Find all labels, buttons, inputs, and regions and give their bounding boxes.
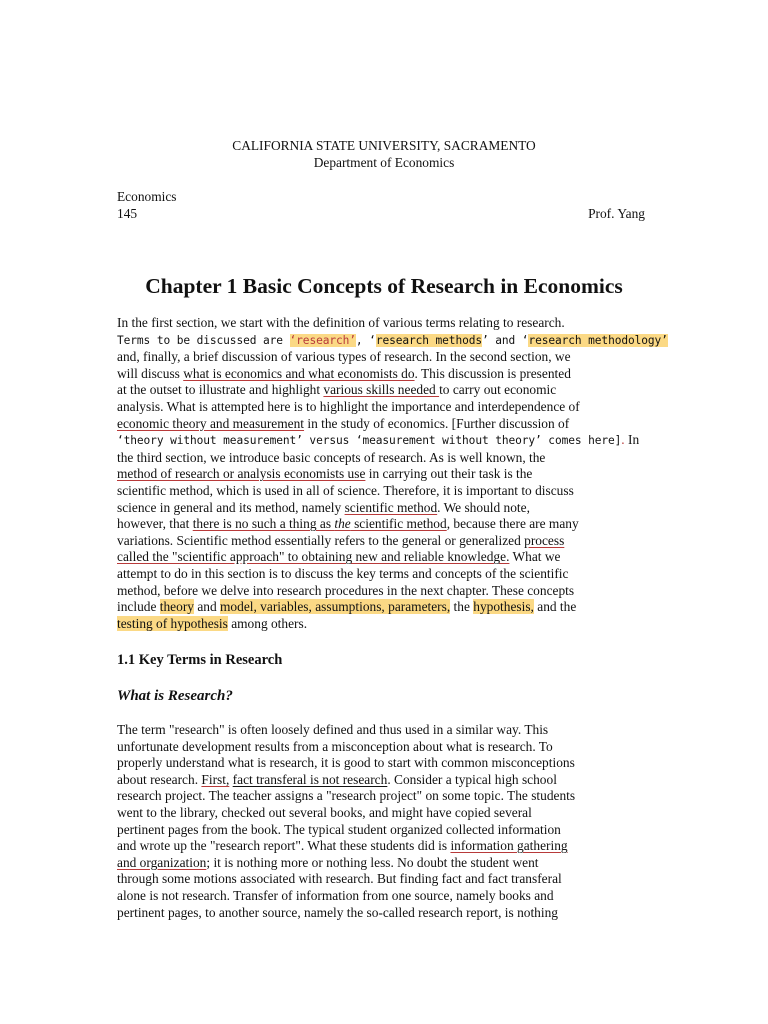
text-run: In the first section, we start with the definition of various terms relating to research. <box>117 315 565 330</box>
text-run: The term "research" is often loosely defined and thus used in a similar way. This <box>117 722 549 737</box>
text-line <box>117 772 662 789</box>
text-run: unfortunate development results from a misconception about what is research. To <box>117 738 553 754</box>
course-name: Economics <box>117 189 177 204</box>
text-line <box>117 450 662 467</box>
text-line <box>117 722 662 739</box>
text-line <box>117 483 662 500</box>
course-row <box>117 205 645 222</box>
text-run: pertinent pages, to another source, namely the so-called research report, is nothing <box>117 904 558 920</box>
text-line <box>117 516 662 533</box>
course-number: 145 <box>117 206 138 221</box>
university-name: CALIFORNIA STATE UNIVERSITY, SACRAMENTO <box>232 138 536 153</box>
underlined-phrase: economic theory and measurement <box>117 415 305 431</box>
text-run: in carrying out their task is the <box>365 466 533 482</box>
text-line <box>117 871 662 888</box>
text-run: and wrote up the "research report". What these students did is <box>117 838 451 854</box>
text-line <box>117 566 662 583</box>
text-run: went to the library, checked out several books, and might have copied several <box>117 804 532 820</box>
text-run: attempt to do in this section is to discuss the key terms and concepts of the scientific <box>117 565 569 581</box>
department-name: Department of Economics <box>313 155 455 170</box>
text-run: will discuss <box>117 365 184 381</box>
text-run: the <box>450 599 474 615</box>
text-run: research project. The teacher assigns a "research project" on some topic. The students <box>117 788 576 804</box>
text-line <box>117 366 662 383</box>
text-run: ’ and ‘ <box>481 333 529 347</box>
text-line <box>117 315 662 332</box>
text-run: ; it is nothing more or nothing less. No doubt the student went <box>206 854 539 870</box>
highlighted-term: research methods <box>375 333 482 347</box>
underlined-phrase: the <box>334 516 351 532</box>
text-line <box>117 755 662 772</box>
text-run: variations. Scientific method essentially refers to the general or generalized <box>117 532 525 548</box>
text-line <box>117 805 662 822</box>
text-line <box>117 416 662 433</box>
text-run: properly understand what is research, it is good to start with common misconceptions <box>117 755 575 771</box>
text-run: at the outset to illustrate and highlight <box>117 382 324 398</box>
text-run: In <box>624 432 640 448</box>
text-line <box>117 466 662 483</box>
underlined-phrase: First, <box>201 771 230 787</box>
text-run: include <box>117 599 160 615</box>
text-line <box>117 332 668 350</box>
text-run: . We should note, <box>437 499 530 515</box>
underlined-phrase: various skills needed <box>323 382 440 398</box>
text-line <box>117 905 662 922</box>
text-line <box>117 888 662 905</box>
underlined-phrase: scientific method <box>350 516 447 532</box>
text-run: , ‘ <box>355 333 376 347</box>
text-line <box>117 533 662 550</box>
typed-annotation: ‘theory without measurement’ versus ‘measurement without theory’ comes here] <box>117 434 622 448</box>
text-run: the third section, we introduce basic concepts of research. As is well known, the <box>117 449 546 465</box>
chapter-title: Chapter 1 Basic Concepts of Research in Economics <box>145 274 623 298</box>
text-line <box>117 788 662 805</box>
text-run: and the <box>533 599 577 615</box>
text-run: about research. <box>117 771 202 787</box>
text-line <box>117 739 662 756</box>
text-run: through some motions associated with research. But finding fact and fact transferal <box>117 871 562 887</box>
text-line <box>117 382 662 399</box>
text-line <box>117 500 662 517</box>
underlined-phrase: there is no such a thing as <box>192 516 335 532</box>
text-run: , because there are many <box>446 516 579 532</box>
text-line <box>117 432 662 450</box>
text-line <box>117 549 662 566</box>
underlined-phrase: what is economics and what economists do <box>183 365 415 381</box>
text-line <box>117 599 662 616</box>
text-line <box>117 583 662 600</box>
text-run: . <box>621 432 625 448</box>
underlined-phrase: scientific method <box>344 499 438 515</box>
highlighted-term: ‘research’ <box>289 333 356 347</box>
highlighted-term: theory <box>159 599 194 615</box>
highlighted-term: model, variables, assumptions, parameters, <box>220 599 451 615</box>
underlined-phrase: and organization <box>117 854 207 870</box>
text-line <box>117 616 662 633</box>
section-heading: 1.1 Key Terms in Research <box>117 652 283 668</box>
course-info <box>117 188 645 222</box>
text-line <box>117 822 662 839</box>
underlined-phrase: process <box>524 532 565 548</box>
text-run: pertinent pages from the book. The typical student organized collected information <box>117 821 561 837</box>
text-run: scientific method, which is used in all of science. Therefore, it is important to discuss <box>117 482 574 498</box>
typed-annotation: Terms to be discussed are <box>117 333 290 347</box>
text-run: . Consider a typical high school <box>387 771 557 787</box>
underlined-phrase: called the "scientific approach" to obtaining new and reliable knowledge. <box>117 549 510 565</box>
document-header <box>0 137 768 171</box>
text-line <box>117 349 662 366</box>
text-line <box>117 838 662 855</box>
research-paragraph <box>117 722 662 921</box>
underlined-phrase: method of research or analysis economists use <box>117 466 366 482</box>
text-run: and, finally, a brief discussion of various types of research. In the second section, we <box>117 349 571 365</box>
text-run: however, that <box>117 516 193 532</box>
text-line <box>117 399 662 416</box>
text-run: alone is not research. Transfer of information from one source, namely books and <box>117 887 554 903</box>
highlighted-term: testing of hypothesis <box>117 615 228 631</box>
text-run: What we <box>509 549 561 565</box>
text-run: and <box>193 599 221 615</box>
underlined-phrase: fact transferal is not research <box>232 771 388 787</box>
text-run: method, before we delve into research procedures in the next chapter. These concepts <box>117 582 575 598</box>
intro-paragraph <box>117 315 668 632</box>
professor-name: Prof. Yang <box>588 206 645 221</box>
text-run: among others. <box>227 615 308 631</box>
highlighted-term: hypothesis, <box>473 599 534 615</box>
highlighted-term: research methodology’ <box>528 333 668 347</box>
sub-heading: What is Research? <box>117 688 233 704</box>
text-line <box>117 855 662 872</box>
text-run: . This discussion is presented <box>414 365 571 381</box>
text-run: analysis. What is attempted here is to highlight the importance and interdependence of <box>117 398 580 414</box>
text-run: in the study of economics. [Further discussion of <box>304 415 570 431</box>
underlined-phrase: information gathering <box>450 838 568 854</box>
text-run: science in general and its method, namely <box>117 499 345 515</box>
text-run: to carry out economic <box>439 382 557 398</box>
